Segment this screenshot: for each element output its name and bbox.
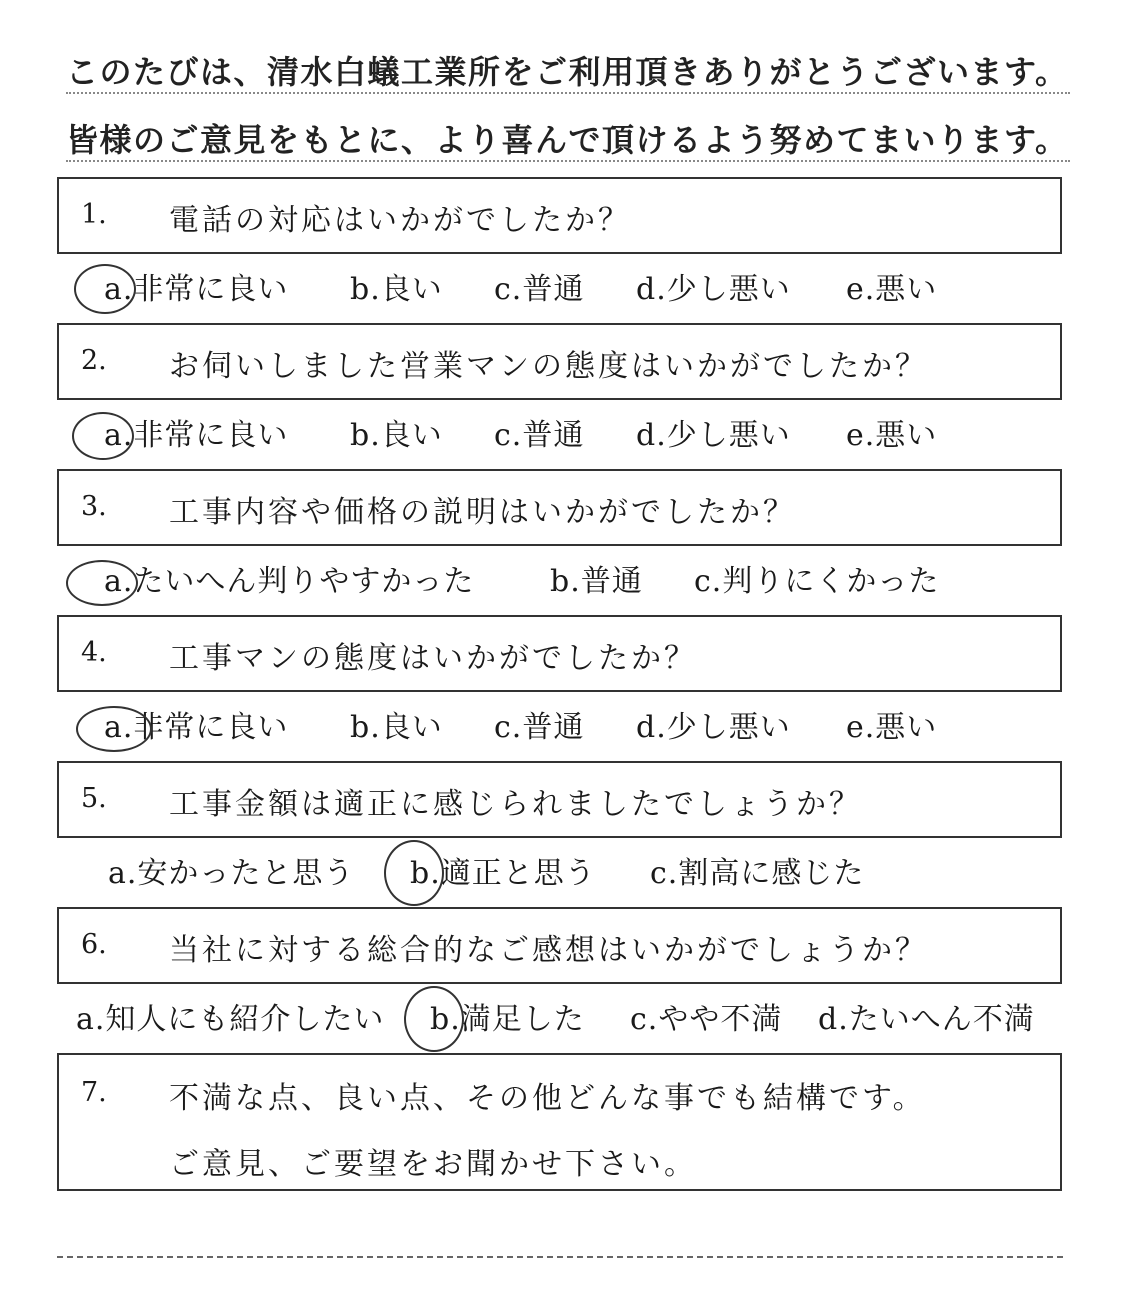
question-text-line-2: ご意見、ご要望をお聞かせ下さい。 [169,1147,697,1182]
option-c[interactable]: c.割高に感じた [650,856,865,891]
answer-row-5 [0,852,1148,896]
answer-row-4 [0,706,1148,750]
question-text: 工事マンの態度はいかがでしたか？ [169,641,697,676]
option-b[interactable]: b.良い [350,418,443,453]
header-line-2: 皆様のご意見をもとに、より喜んで頂けるよう努めてまいります。 [66,120,1070,162]
option-b[interactable]: b.良い [350,710,443,745]
option-e[interactable]: e.悪い [846,710,938,745]
option-c[interactable]: c.普通 [494,272,585,307]
option-b[interactable]: b.普通 [550,564,643,599]
question-box-7 [57,1053,1062,1191]
question-text: 当社に対する総合的なご感想はいかがでしょうか？ [169,933,928,968]
option-e[interactable]: e.悪い [846,418,938,453]
option-b[interactable]: b.良い [350,272,443,307]
option-d[interactable]: d.たいへん不満 [818,1002,1035,1037]
question-text: 不満な点、良い点、その他どんな事でも結構です。 [169,1081,926,1116]
option-a[interactable]: a.たいへん判りやすかった [104,564,475,599]
option-d[interactable]: d.少し悪い [636,418,791,453]
question-number: 6. [81,929,107,960]
question-number: 1. [81,199,107,230]
option-e[interactable]: e.悪い [846,272,938,307]
option-a[interactable]: a.知人にも紹介したい [76,1002,385,1037]
question-text: お伺いしました営業マンの態度はいかがでしたか？ [169,349,928,384]
question-number: 3. [81,491,107,522]
answer-row-6 [0,998,1148,1042]
option-c[interactable]: c.判りにくかった [694,564,940,599]
question-box-5 [57,761,1062,838]
question-box-6 [57,907,1062,984]
question-box-3 [57,469,1062,546]
header-line-1: このたびは、清水白蟻工業所をご利用頂きありがとうございます。 [66,52,1070,94]
option-c[interactable]: c.普通 [494,418,585,453]
option-a[interactable]: a.非常に良い [104,710,289,745]
question-text: 電話の対応はいかがでしたか？ [169,203,631,238]
question-number: 2. [81,345,107,376]
question-box-1 [57,177,1062,254]
question-number: 4. [81,637,107,668]
dashed-divider [57,1256,1063,1258]
option-d[interactable]: d.少し悪い [636,272,791,307]
question-number: 7. [81,1077,107,1108]
question-box-4 [57,615,1062,692]
question-number: 5. [81,783,107,814]
option-b[interactable]: b.適正と思う [410,856,596,891]
option-c[interactable]: c.やや不満 [630,1002,783,1037]
option-b[interactable]: b.満足した [430,1002,585,1037]
answer-row-1 [0,268,1148,312]
question-text: 工事内容や価格の説明はいかがでしたか？ [169,495,796,530]
question-box-2 [57,323,1062,400]
option-a[interactable]: a.非常に良い [104,418,289,453]
question-text: 工事金額は適正に感じられましたでしょうか？ [169,787,862,822]
option-d[interactable]: d.少し悪い [636,710,791,745]
answer-row-3 [0,560,1148,604]
option-a[interactable]: a.非常に良い [104,272,289,307]
answer-row-2 [0,414,1148,458]
option-c[interactable]: c.普通 [494,710,585,745]
option-a[interactable]: a.安かったと思う [108,856,355,891]
